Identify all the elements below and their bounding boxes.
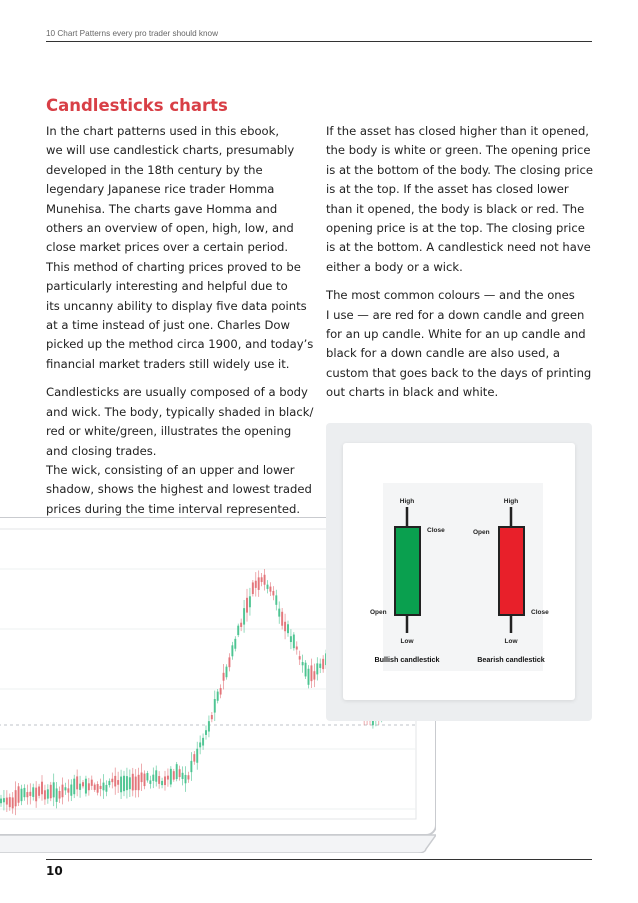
- candle-body: [240, 623, 242, 627]
- candle-body: [223, 673, 225, 681]
- candle-body: [214, 699, 216, 713]
- candle-body: [308, 669, 310, 685]
- candle-body: [202, 738, 204, 746]
- candle-body: [76, 776, 78, 789]
- candle-body: [211, 715, 213, 719]
- candle-body: [18, 786, 20, 802]
- candle-body: [41, 782, 43, 795]
- candle-body: [146, 773, 148, 780]
- candle-body: [299, 656, 301, 659]
- candle-body: [0, 799, 2, 804]
- bullish-high-label: High: [399, 498, 415, 505]
- bullish-close-label: Close: [427, 527, 445, 534]
- candle-body: [67, 788, 69, 792]
- section-title: Candlesticks charts: [46, 96, 228, 115]
- candle-body: [164, 776, 166, 785]
- candle-body: [108, 781, 110, 785]
- candle-body: [228, 657, 230, 667]
- candle-body: [305, 663, 307, 677]
- candle-body: [267, 585, 269, 589]
- candle-body: [79, 784, 81, 790]
- candle-body: [91, 780, 93, 786]
- candle-body: [316, 663, 318, 674]
- candle-body: [170, 769, 172, 785]
- candle-body: [199, 742, 201, 747]
- candle-body: [234, 639, 236, 649]
- candle-body: [272, 591, 274, 595]
- candle-body: [249, 596, 251, 607]
- candle-body: [290, 636, 292, 642]
- candle-body: [82, 782, 84, 786]
- candle-body: [105, 785, 107, 792]
- bearish-high-label: High: [503, 498, 519, 505]
- candle-body: [264, 575, 266, 585]
- candle-body: [88, 783, 90, 790]
- running-header: 10 Chart Patterns every pro trader should know: [46, 29, 219, 38]
- candle-body: [21, 789, 23, 801]
- bearish-close-label: Close: [531, 609, 549, 616]
- candle-body: [161, 781, 163, 785]
- candle-body: [70, 785, 72, 796]
- candle-body: [190, 761, 192, 772]
- candle-body: [167, 776, 169, 780]
- candle-body: [319, 664, 321, 668]
- candle-body: [56, 788, 58, 801]
- candle-body: [281, 612, 283, 626]
- candle-body: [85, 779, 87, 794]
- candle-body: [231, 645, 233, 656]
- candle-body: [12, 797, 14, 808]
- candle-body: [187, 775, 189, 779]
- candle-body: [275, 595, 277, 604]
- candle-body: [3, 798, 5, 802]
- candle-body: [205, 730, 207, 735]
- candle-body: [135, 777, 137, 791]
- candle-body: [252, 582, 254, 594]
- candle-body: [117, 780, 119, 785]
- candle-body: [32, 787, 34, 797]
- candle-body: [103, 783, 105, 791]
- candle-body: [182, 773, 184, 779]
- candle-body: [94, 785, 96, 790]
- candle-body: [185, 775, 187, 783]
- candle-body: [120, 777, 122, 793]
- candle-body: [138, 775, 140, 790]
- candle-body: [293, 635, 295, 649]
- candle-body: [196, 749, 198, 763]
- candle-body: [47, 789, 49, 798]
- candle-body: [144, 774, 146, 786]
- bearish-open-label: Open: [473, 529, 490, 536]
- candle-body: [53, 782, 55, 797]
- candle-body: [6, 798, 8, 805]
- candle-body: [149, 780, 151, 783]
- candle-body: [322, 659, 324, 669]
- candle-body: [64, 787, 66, 790]
- candle-body: [296, 647, 298, 650]
- bullish-low-label: Low: [400, 638, 414, 645]
- bearish-caption: Bearish candlestick: [477, 655, 545, 664]
- candle-body: [59, 791, 61, 799]
- candle-body: [226, 667, 228, 678]
- candle-body: [310, 665, 312, 681]
- candle-body: [158, 776, 160, 784]
- candle-body: [141, 773, 143, 783]
- candle-body: [152, 775, 154, 781]
- candle-body: [217, 692, 219, 701]
- bearish-low-label: Low: [504, 638, 518, 645]
- right-paragraph-1: If the asset has closed higher than it opened, the body is white or green. The opening price is at the bottom of the body. The closing price is at the top. If the asset has closed lower than it opened, the body is black or red. The opening price is at the top. The closing price is at the bottom. A candlestick need not have either a body or a wick.: [326, 124, 594, 274]
- candle-body: [278, 609, 280, 617]
- candle-body: [287, 624, 289, 633]
- candle-body: [73, 779, 75, 795]
- candle-body: [269, 587, 271, 592]
- candle-body: [44, 790, 46, 799]
- candle-body: [126, 776, 128, 790]
- candle-body: [176, 764, 178, 779]
- candle-body: [23, 788, 25, 797]
- candle-body: [255, 581, 257, 588]
- candle-body: [97, 784, 99, 793]
- candle-body: [173, 771, 175, 779]
- candle-body: [243, 608, 245, 624]
- candle-body: [179, 769, 181, 777]
- candle-body: [237, 626, 239, 635]
- candle-body: [258, 577, 260, 590]
- candle-body: [261, 577, 263, 582]
- candle-body: [129, 777, 131, 789]
- bullish-caption: Bullish candlestick: [374, 655, 440, 664]
- candle-body: [208, 721, 210, 731]
- candle-body: [35, 788, 37, 802]
- bearish-body: [499, 527, 524, 615]
- bullish-body: [395, 527, 420, 615]
- candle-body: [38, 786, 40, 795]
- page-number: 10: [46, 864, 63, 878]
- footer-divider: [46, 859, 592, 860]
- candle-body: [123, 776, 125, 791]
- candle-body: [26, 792, 28, 797]
- right-column: [326, 122, 596, 412]
- candle-body: [111, 779, 113, 782]
- candle-body: [220, 688, 222, 694]
- header-divider: [46, 41, 592, 42]
- candle-body: [193, 754, 195, 761]
- left-paragraph-2: Candlesticks are usually composed of a body and wick. The body, typically shaded in black/ red or white/green, illustrates the opening and closing trades. The wick, consisting of an upper and lower shadow, shows the highest and lowest traded prices during the time interval represented.: [46, 385, 314, 516]
- candle-body: [246, 598, 248, 613]
- candle-body: [15, 790, 17, 806]
- candlestick-diagram: [343, 443, 575, 700]
- candle-body: [132, 774, 134, 791]
- candle-body: [62, 785, 64, 798]
- candle-body: [313, 671, 315, 679]
- candle-body: [302, 662, 304, 665]
- candle-body: [9, 797, 11, 807]
- bullish-open-label: Open: [370, 609, 387, 616]
- left-column: [46, 122, 314, 528]
- candle-body: [50, 785, 52, 798]
- right-paragraph-2: The most common colours — and the ones I use — are red for a down candle and green for an up candle. White for an up candle and black for a down candle are also used, a custom that goes back to the days of printing out charts in black and white.: [326, 288, 592, 400]
- left-paragraph-1: In the chart patterns used in this ebook, we will use candlestick charts, presumably developed in the 18th century by the legendary Japanese rice trader Homma Munehisa. The charts gave Homma and others an overview of open, high, low, and close market prices over a certain period. This method of charting prices proved to be particularly interesting and helpful due to its uncanny ability to display five data points at a time instead of just one. Charles Dow picked up the method circa 1900, and today’s financial market traders still widely use it.: [46, 124, 314, 371]
- candle-body: [114, 776, 116, 787]
- candle-body: [100, 786, 102, 789]
- candle-body: [155, 770, 157, 781]
- candle-body: [29, 792, 31, 796]
- candle-body: [284, 622, 286, 631]
